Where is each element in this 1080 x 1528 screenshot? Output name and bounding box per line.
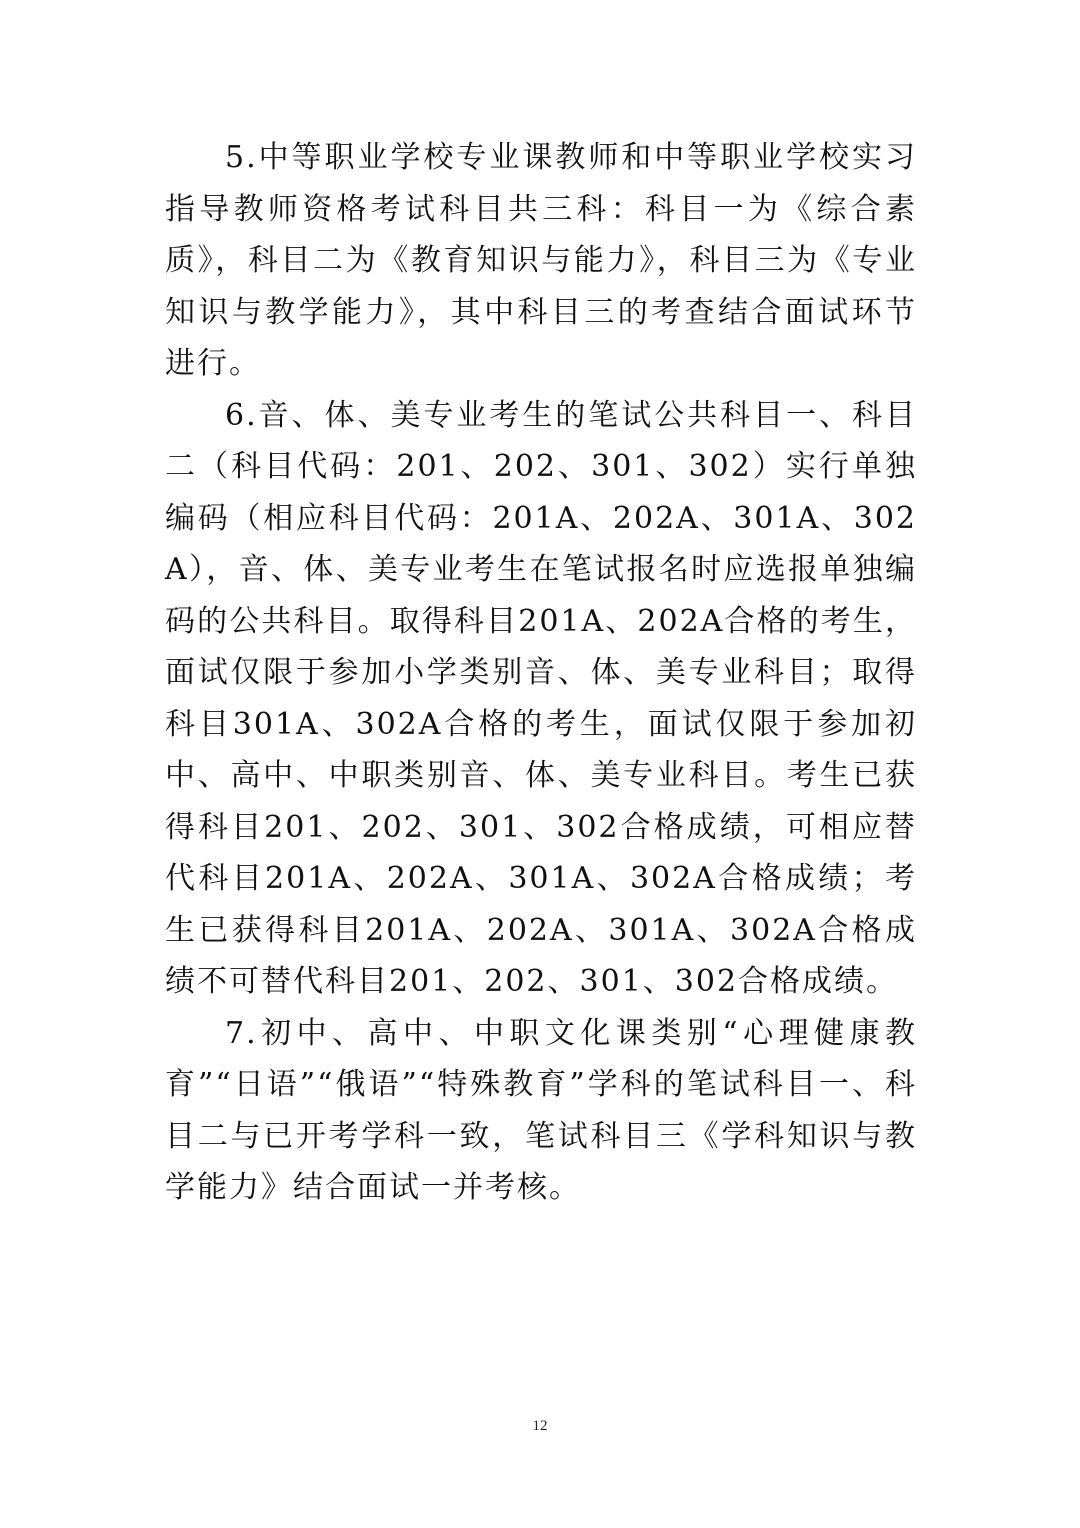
paragraph-item-7: 7.初中、高中、中职文化课类别“心理健康教育”“日语”“俄语”“特殊教育”学科的笔试科目一、科目二与已开考学科一致，笔试科目三《学科知识与教学能力》结合面试一并考核。: [165, 1015, 917, 1205]
page-number: 12: [532, 1418, 548, 1434]
paragraph-item-5: 5.中等职业学校专业课教师和中等职业学校实习指导教师资格考试科目共三科：科目一为《综合素质》，科目二为《教育知识与能力》，科目三为《专业知识与教学能力》，其中科目三的考查结合面试环节进行。: [165, 140, 917, 381]
paragraph-item-6: 6.音、体、美专业考生的笔试公共科目一、科目二（科目代码：201、202、301、302）实行单独编码（相应科目代码：201A、202A、301A、302A），音、体、美专业考生在笔试报名时应选报单独编码的公共科目。取得科目201A、202A合格的考生，面试仅限于参加小学类别音、体、美专业科目；取得科目301A、302A合格的考生，面试仅限于参加初中、高中、中职类别音、体、美专业科目。考生已获得科目201、202、301、302合格成绩，可相应替代科目201A、202A、301A、302A合格成绩；考生已获得科目201A、202A、301A、302A合格成绩不可替代科目201、202、301、302合格成绩。: [165, 397, 917, 999]
document-body: [165, 132, 917, 1214]
